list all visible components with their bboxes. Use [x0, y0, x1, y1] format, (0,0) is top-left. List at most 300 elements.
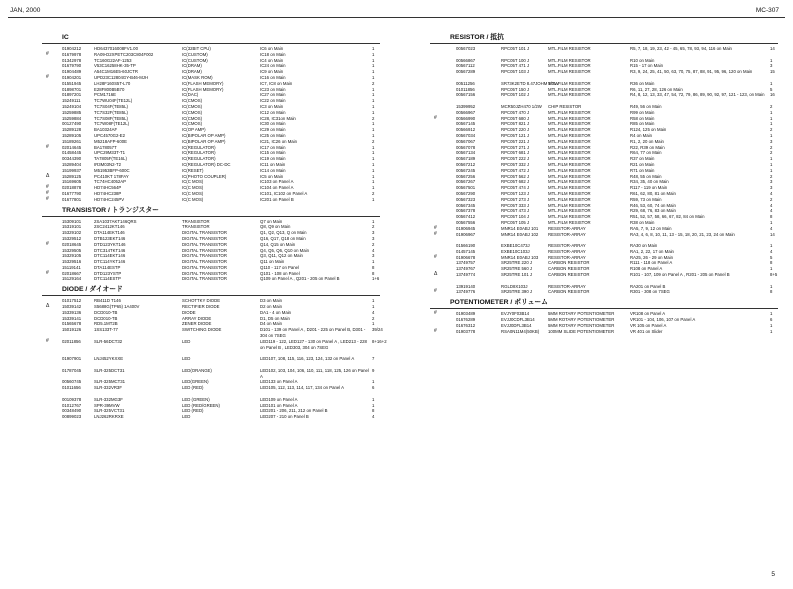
quantity: 1 [372, 103, 375, 109]
type: IC(FLASH MEMORY) [182, 80, 224, 86]
type: MTL.FILM RESISTOR [548, 80, 591, 86]
quantity: 1 [372, 57, 375, 63]
type: IC(CMOS) [182, 109, 203, 115]
type: IC(CUSTOM) [182, 57, 208, 63]
quantity: 2 [770, 173, 773, 179]
description: RPC05T 562 J [501, 173, 530, 179]
part-row [430, 329, 778, 335]
location: VR101 - 104, 106, 107 on Panel A [630, 317, 696, 323]
part-number: 00567290 [456, 190, 476, 196]
part-row [42, 337, 387, 356]
type: LED (RED) [182, 408, 204, 414]
quantity: 1 [372, 196, 375, 202]
type: IC(OP AMP) [182, 127, 206, 133]
description: M51953BFP-600C [94, 167, 130, 173]
part-number: 01011656 [62, 385, 81, 391]
type: IC(REGULATOR) DC-DC [182, 161, 231, 167]
part-number: 02018667 [62, 270, 82, 276]
description: TA7805F(TE16L) [94, 156, 127, 162]
part-number: 00109378 [62, 396, 82, 402]
location: Q101 - 108 on Panel [260, 270, 300, 276]
type: TRANSISTOR [182, 218, 210, 224]
description: RD5.1MT2B [94, 321, 118, 327]
location: D3 on Main [260, 298, 282, 304]
quantity: 1 [372, 109, 375, 115]
description: TC7S32F(TE85L) [94, 109, 128, 115]
location: IC15 on Main [260, 150, 286, 156]
location: IC4 on Main [260, 57, 284, 63]
location: Q109 on Panel A , Q201 - 205 on Panel B [260, 276, 340, 282]
quantity: 4 [372, 414, 375, 420]
description: UPC4570G2-E2 [94, 132, 126, 138]
section-title: TRANSISTOR / トランジスター [42, 207, 380, 217]
location: LED133 on Panel A [260, 379, 298, 385]
quantity: 1 [372, 86, 375, 92]
location: IC29 on Main [260, 127, 286, 133]
description: TC7S04F(TE85L) [94, 103, 128, 109]
quantity: 1 [372, 92, 375, 98]
quantity: 1 [770, 115, 773, 121]
description: DTC114EKT146 [94, 253, 126, 259]
quantity: 39/24 [372, 327, 383, 333]
type: IC(CMOS) [182, 103, 203, 109]
part-number: 15289128 [62, 127, 82, 133]
quantity: 2 [770, 103, 773, 109]
description: EVJJ0CDFL3B14 [501, 317, 535, 323]
part-number: 01457145 [456, 248, 476, 254]
part-number: 00567156 [456, 92, 476, 98]
type: RESISTOR-ARRAY [548, 248, 586, 254]
mark: Δ [46, 172, 50, 179]
parts-section [42, 207, 380, 283]
quantity: 1 [372, 132, 375, 138]
description: DTA114EKT146 [94, 230, 125, 236]
type: MTL.FILM RESISTOR [548, 173, 591, 179]
type: MTL.FILM RESISTOR [548, 179, 591, 185]
mark: # [46, 269, 49, 276]
quantity: 8 [770, 214, 773, 220]
type: 5MM ROTARY POTENTIOMETER [548, 311, 615, 317]
location: Q16, Q17, Q18 on Main [260, 235, 306, 241]
quantity: 4 [770, 225, 773, 231]
part-number: 15329105 [62, 253, 82, 259]
part-row [42, 356, 380, 368]
description: HD74HC245PV [94, 196, 125, 202]
type: RESISTOR-ARRAY [548, 225, 586, 231]
part-number: 02011856 [62, 338, 81, 344]
location: RA25, 26 - 29 on Main [630, 254, 673, 260]
description: RPC05T 681 J [501, 150, 530, 156]
part-number: 00560745 [62, 379, 82, 385]
description: SLR-325VCT31 [94, 408, 125, 414]
location: IC101, IC102 on Panel A [260, 190, 308, 196]
quantity: 3 [770, 179, 773, 185]
description: SLR-325DCT31 [94, 367, 125, 373]
part-number: 15259884 [62, 115, 82, 121]
part-number: 01906967 [456, 231, 476, 237]
description: E28F800B5B70 [94, 86, 125, 92]
part-number: 01679790 [62, 63, 82, 69]
type: CARBON RESISTOR [548, 260, 590, 266]
description: EVJY0F03B14 [501, 311, 530, 317]
description: UPD23C12804GY-B46-MJH [94, 74, 149, 80]
type: MTL.FILM RESISTOR [548, 214, 591, 220]
description: PC410KT 178FAY [94, 173, 129, 179]
description: RPC05T 472 J [501, 167, 530, 173]
quantity: 1 [770, 243, 773, 249]
quantity: 4 [372, 309, 375, 315]
location: R49, 56 on Main [630, 103, 662, 109]
parts-section [430, 34, 778, 295]
part-number: 13749776 [456, 289, 476, 295]
description: RPC05T 123 J [501, 190, 530, 196]
part-number: 00567267 [456, 179, 476, 185]
description: RPC05T 101 J [501, 46, 530, 51]
type: 5MM ROTARY POTENTIOMETER [548, 317, 615, 323]
type: IC(CMOS) [182, 115, 203, 121]
type: MTL.FILM RESISTOR [548, 138, 591, 144]
location: D101 - 139 on Panel A , D201 - 225 on Panel B, D301 - 304 on 7SEG [260, 327, 366, 339]
part-row [42, 385, 380, 397]
part-number: 01012767 [62, 402, 82, 408]
location: VR 401 on Slider [630, 328, 663, 334]
location: LED102, 103, 104, 106, 110, 111, 118, 125, 126 on Panel A [260, 367, 369, 379]
description: DTB123EKT146 [94, 235, 126, 241]
parts-section [42, 286, 387, 420]
part-number: 00567023 [456, 46, 476, 51]
type: MTL.FILM RESISTOR [548, 127, 591, 133]
quantity: 1 [372, 179, 375, 185]
type: ARRAY DIODE [182, 315, 212, 321]
mark: # [434, 224, 437, 231]
quantity: 1 [372, 69, 375, 75]
description: DTC114YKT146 [94, 259, 126, 265]
quantity: 2 [372, 224, 375, 230]
quantity: 2 [770, 127, 773, 133]
location: LED207 - 210 on Panel B [260, 414, 309, 420]
location: IC25 on Main [260, 132, 286, 138]
section-title: DIODE / ダイオード [42, 286, 380, 296]
type: IC(CMOS) [182, 121, 203, 127]
location: IC19 on Main [260, 156, 286, 162]
location: RA201 on Panel B [630, 283, 666, 289]
type: LED(GREEN) [182, 379, 209, 385]
page-number: 5 [771, 571, 775, 578]
description: RPC05T 102 J [501, 92, 530, 98]
mark: # [434, 327, 437, 334]
description: A54C1M16E5-60JCTR [94, 69, 138, 75]
type: IC(REGULATOR) [182, 156, 216, 162]
quantity: 1 [372, 304, 375, 310]
type: DIGITAL TRANSISTOR [182, 230, 227, 236]
location: R48, 55 on Main [630, 173, 662, 179]
quantity: 1 [372, 298, 375, 304]
quantity: 8+5 [770, 272, 778, 278]
location: Q8, Q9 on Main [260, 224, 291, 230]
location: IC12 on Main [260, 109, 286, 115]
description: RPC05T 273 J [501, 196, 530, 202]
part-number: 00567289 [456, 69, 476, 75]
part-number: 15399952 [456, 103, 476, 109]
location: R1, 2, 20 on Main [630, 138, 664, 144]
quantity: 8 [770, 260, 773, 266]
quantity: 1 [770, 109, 773, 115]
description: RPC05T 104 J [501, 214, 530, 220]
part-number: 01787045 [62, 367, 82, 373]
description: LH28F160S5T-L70 [94, 80, 131, 86]
mark: # [46, 73, 49, 80]
quantity: 1 [372, 98, 375, 104]
mark: # [46, 337, 49, 344]
quantity: 2 [372, 80, 375, 86]
quantity: 8+16+2 [372, 338, 387, 344]
description: MNR14 E0ABJ 102 [501, 231, 539, 237]
mark: # [46, 50, 49, 57]
mark: # [46, 240, 49, 247]
location: DA1 - 4 on Main [260, 309, 292, 315]
mark: # [46, 189, 49, 196]
location: LED119 - 122, LED127 - 130 on Panel A , LED213 - 228 on Panel B , LED303, 304 on 7SEG [260, 338, 367, 350]
quantity: 1 [372, 63, 375, 69]
quantity: 1 [372, 46, 375, 51]
quantity: 2 [372, 190, 375, 196]
quantity: 1 [770, 132, 773, 138]
type: MTL.FILM RESISTOR [548, 167, 591, 173]
description: RPC05T 821 J [501, 121, 530, 127]
location: R58 on Main [630, 115, 655, 121]
quantity: 1 [372, 167, 375, 173]
quantity: 5 [770, 254, 773, 260]
section-title: POTENTIOMETER / ボリューム [430, 299, 778, 309]
quantity: 16 [770, 92, 775, 98]
quantity: 1 [372, 259, 375, 265]
part-number: 01342978 [62, 57, 82, 63]
type: MTL.FILM RESISTOR [548, 86, 591, 92]
type: RESISTOR-ARRAY [548, 231, 586, 237]
type: RESISTOR-ARRAY [548, 254, 586, 260]
location: Q110 - 117 on Panel [260, 264, 300, 270]
location: IC5 on Main [260, 173, 284, 179]
part-number: 00567112 [456, 63, 475, 69]
description: DTC314TKT146 [94, 247, 126, 253]
description: HD74HC564P [94, 185, 122, 191]
location: R51, 52, 57, 58, 66, 67, 82, 84 on Main [630, 214, 705, 220]
location: R5, 7, 18, 19, 23, 42 - 45, 65, 78, 93, 94, 116 on Main [630, 46, 732, 51]
part-number: 00566912 [456, 127, 476, 133]
quantity: 1 [372, 161, 375, 167]
description: RPC05T 221 J [501, 138, 530, 144]
type: MTL.FILM RESISTOR [548, 219, 591, 225]
type: IC(PHOTO COUPLER) [182, 173, 227, 179]
section-title: RESISTOR / 抵抗 [430, 34, 778, 44]
part-number: 15289105 [62, 132, 82, 138]
part-row [430, 289, 778, 295]
section-title: IC [42, 34, 380, 44]
quantity: 3 [770, 185, 773, 191]
type: LED (RED) [182, 385, 204, 391]
part-number: 00567378 [456, 208, 476, 214]
quantity: 4 [770, 202, 773, 208]
location: RA30 on Main [630, 243, 658, 249]
location: VR108 on Panel A [630, 311, 666, 317]
description: TC74HC4052AP [94, 179, 127, 185]
location: IC6 on Main [260, 46, 284, 51]
location: R59, 73 on Main [630, 196, 662, 202]
type: LED [182, 414, 191, 420]
description: RPC05T 474 J [501, 185, 530, 191]
part-number: 01677790 [62, 190, 82, 196]
location: Q1, Q2, Q13, Q on Main [260, 230, 307, 236]
description: RGLD8X103J [501, 283, 528, 289]
type: CARBON RESISTOR [548, 266, 590, 272]
description: RB411D T146 [94, 298, 121, 304]
description: RPC05T 150 J [501, 86, 530, 92]
type: MTL.FILM RESISTOR [548, 69, 591, 75]
part-number: 15329516 [62, 259, 82, 265]
type: MTL.FILM RESISTOR [548, 150, 591, 156]
quantity: 3 [770, 138, 773, 144]
part-number: 00567323 [456, 196, 476, 202]
part-number: 00566867 [456, 57, 476, 63]
part-number: 00567412 [456, 214, 476, 220]
type: IC(MASK ROM) [182, 74, 213, 80]
part-number: 15329505 [62, 247, 82, 253]
part-row [42, 327, 383, 339]
description: TC160G22AF-1253 [94, 57, 132, 63]
location: Q4, Q5, Q6, Q10 on Main [260, 247, 309, 253]
quantity: 2 [372, 315, 375, 321]
part-number: 02014645 [62, 144, 82, 150]
location: IC17 on Main [260, 144, 286, 150]
quantity: 1 [372, 150, 375, 156]
part-number: 01897201 [62, 92, 82, 98]
type: MTL.FILM RESISTOR [548, 92, 591, 98]
quantity: 1+6 [372, 276, 380, 282]
part-number: 15319101 [62, 224, 82, 230]
quantity: 3 [372, 253, 375, 259]
quantity: 7 [372, 356, 375, 362]
type: IC(C MOS) [182, 196, 204, 202]
quantity: 9 [372, 367, 375, 373]
description: BA178057T [94, 144, 117, 150]
part-number: 00899023 [62, 414, 82, 420]
parts-section [430, 299, 778, 334]
quantity: 1 [372, 74, 375, 80]
type: IC(RESET) [182, 167, 204, 173]
description: TC7W08F(TE12L) [94, 121, 130, 127]
type: LED (RED/GREEN) [182, 402, 220, 408]
location: Q3, Q11, Q12 on Main [260, 253, 303, 259]
description: SLR-332VR3F [94, 385, 122, 391]
quantity: 14 [770, 231, 775, 237]
description: SLR-332MG3F [94, 396, 123, 402]
quantity: 5 [770, 86, 773, 92]
type: SCHOTTKY DIODE [182, 298, 221, 304]
type: LED [182, 356, 191, 362]
part-number: 15289125 [62, 173, 82, 179]
part-number: 01903489 [456, 311, 476, 317]
description: RPC05T 121 J [501, 132, 530, 138]
quantity: 1 [770, 328, 773, 334]
location: R22, R39 on Main [630, 144, 665, 150]
quantity: 1 [770, 219, 773, 225]
mark: Δ [434, 271, 438, 278]
quantity: 1 [372, 173, 375, 179]
location: R108 on Panel A [630, 266, 663, 272]
part-row [430, 69, 778, 81]
type: DIGITAL TRANSISTOR [182, 247, 227, 253]
part-number: 00567245 [456, 167, 476, 173]
location: D1, D5 on Main [260, 315, 290, 321]
quantity: 2 [372, 241, 375, 247]
type: TRANSISTOR [182, 224, 210, 230]
part-number: 15119141 [62, 264, 81, 270]
part-number: 15289404 [62, 161, 82, 167]
quantity: 1 [770, 266, 773, 272]
type: MTL.FILM RESISTOR [548, 190, 591, 196]
type: DIGITAL TRANSISTOR [182, 264, 227, 270]
location: IC27 on Main [260, 92, 286, 98]
quantity: 3 [770, 63, 773, 69]
quantity: 1 [770, 80, 773, 86]
quantity: 4 [770, 190, 773, 196]
quantity: 1 [372, 396, 375, 402]
description: SR25TRE 390 J [501, 289, 533, 295]
type: DIGITAL TRANSISTOR [182, 241, 227, 247]
location: R111 - 118 on Panel A [630, 260, 673, 266]
location: IC16 on Main [260, 74, 286, 80]
part-number: 01904489 [62, 69, 82, 75]
left-column [42, 34, 387, 424]
quantity: 1 [770, 121, 773, 127]
description: 1SS133T-77 [94, 327, 118, 333]
part-row [42, 276, 380, 282]
quantity: 2 [770, 144, 773, 150]
location: IC9 on Main [260, 69, 284, 75]
location: RA5, 7, 9, 12 on Main [630, 225, 672, 231]
mark: # [46, 143, 49, 150]
header-rule [8, 17, 785, 18]
location: R99 on Main [630, 109, 655, 115]
type: MTL.FILM RESISTOR [548, 121, 591, 127]
quantity: 4 [770, 248, 773, 254]
part-number: 15169605 [62, 179, 82, 185]
part-number: 01566190 [456, 243, 476, 249]
mark: # [434, 288, 437, 295]
description: RPC05T 471 J [501, 63, 530, 69]
location: IC21, IC26 on Main [260, 138, 298, 144]
type: MTL.FILM RESISTOR [548, 63, 591, 69]
quantity: 1 [372, 144, 375, 150]
location: R124, 125 on Main [630, 127, 667, 133]
type: LED (GREEN) [182, 396, 210, 402]
location: R36 on Main [630, 80, 655, 86]
quantity: 1 [770, 167, 773, 173]
description: EXBE10C473J [501, 243, 530, 249]
description: HD6437016008FV1.00 [94, 46, 138, 51]
description: DTA114ESTP [94, 264, 121, 270]
mark: # [434, 114, 437, 121]
location: R37 on Main [630, 156, 655, 162]
location: R101 - 107, 109 on Panel A , R201 - 205 on Panel B [630, 272, 730, 278]
location: R10 on Main [630, 57, 655, 63]
description: RPC05T 473 J [501, 208, 530, 214]
part-number: 00566967 [456, 109, 476, 115]
description: LNJ452YKXXE [94, 356, 124, 362]
part-number: 01458445 [62, 150, 82, 156]
location: IC22 on Main [260, 98, 286, 104]
location: R4 on Main [630, 132, 652, 138]
